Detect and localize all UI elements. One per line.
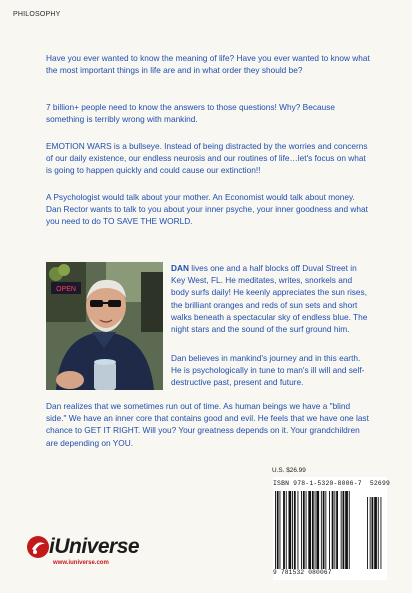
price-label: U.S. $26.99 bbox=[272, 467, 306, 474]
blurb-paragraph-2: 7 billion+ people need to know the answers to those questions! Why? Because something is terribly wrong with mankind. bbox=[46, 102, 335, 125]
author-photo-illustration bbox=[46, 262, 163, 390]
ean-digits: 9 781532 080067 bbox=[273, 569, 332, 576]
price-code: 52699 bbox=[369, 480, 391, 487]
blurb-paragraph-4: A Psychologist would talk about your mother. An Economist would talk about money. Dan Rector wants to talk to you about your inner psyche, your inner goodness and what you need to do TO SAVE THE WORLD. bbox=[46, 192, 368, 227]
barcode-icon bbox=[273, 491, 387, 569]
isbn-barcode-block bbox=[273, 477, 391, 580]
blurb-paragraph-5: Dan realizes that we sometimes run out of time. As human beings we have a "blind side." We have an inner core that contains good and evil. He feels that we have one last chance to GET IT RIGHT. Will you? Your greatness depends on it. Your grandchildren are depending on YOU. bbox=[46, 401, 369, 448]
author-bio-paragraph-2: Dan believes in mankind's journey and in this earth. He is psychologically in tune to man's ill will and self-destructive past, present and future. bbox=[171, 353, 365, 388]
blurb-paragraph-3: EMOTION WARS is a bullseye. Instead of being distracted by the worries and concerns of our daily existence, our endless neurosis and our routines of life…let's focus on what is going to happen quickly and could cause our extinction!! bbox=[46, 141, 368, 176]
author-name: DAN bbox=[171, 263, 189, 273]
open-sign: OPEN bbox=[56, 286, 76, 293]
iuniverse-swirl-icon bbox=[26, 535, 50, 559]
isbn-number: ISBN 978-1-5320-8006-7 52699 bbox=[273, 480, 391, 487]
publisher-name: iUniverse bbox=[49, 535, 140, 558]
author-bio-text-1: lives one and a half blocks off Duval Street in Key West, FL. He meditates, writes, snorkels and body surfs daily! He keenly appreciates the sun rises, the brilliant oranges and reds of sun sets and short walks beneath a spectacular sky of endless blue. The night stars and the sound of the surf ground him. bbox=[171, 263, 368, 335]
genre-label: PHILOSOPHY bbox=[13, 11, 61, 18]
blurb-paragraph-1: Have you ever wanted to know the meaning of life? Have you ever wanted to know what the most important things in life are and in what order they should be? bbox=[46, 53, 370, 76]
author-photo bbox=[46, 262, 163, 390]
author-bio-paragraph-1 bbox=[171, 262, 371, 335]
publisher-logo bbox=[26, 532, 160, 572]
publisher-url: www.iuniverse.com bbox=[53, 560, 109, 566]
